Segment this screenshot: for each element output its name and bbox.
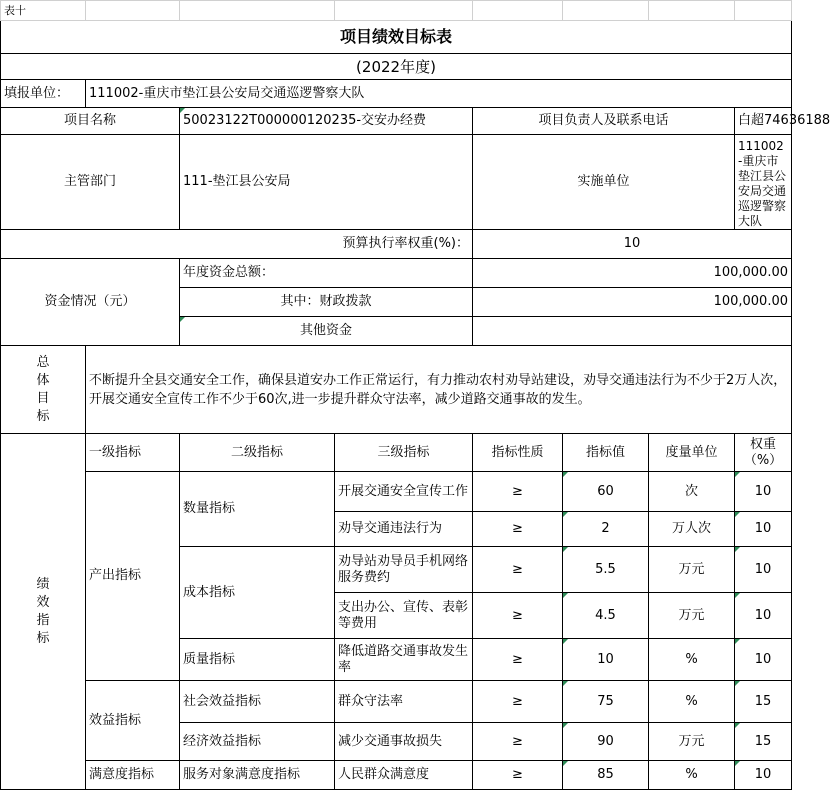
group-satisfaction[interactable]: 满意度指标 bbox=[86, 761, 180, 790]
header-level3[interactable]: 三级指标 bbox=[335, 434, 473, 472]
indicator-nature[interactable]: ≥ bbox=[473, 472, 563, 512]
header-level2[interactable]: 二级指标 bbox=[180, 434, 335, 472]
indicator-weight[interactable]: 10 bbox=[735, 761, 792, 790]
header-unit[interactable]: 度量单位 bbox=[649, 434, 735, 472]
unit-label[interactable]: 填报单位： bbox=[1, 80, 86, 108]
indicator-row bbox=[1, 761, 792, 790]
indicator-unit[interactable]: % bbox=[649, 681, 735, 723]
group-output[interactable]: 产出指标 bbox=[86, 472, 180, 681]
indicator-weight[interactable]: 10 bbox=[735, 639, 792, 681]
header-nature[interactable]: 指标性质 bbox=[473, 434, 563, 472]
unit-value[interactable]: 111002-重庆市垫江县公安局交通巡逻警察大队 bbox=[86, 80, 792, 108]
indicator-weight[interactable]: 15 bbox=[735, 681, 792, 723]
indicator-nature[interactable]: ≥ bbox=[473, 639, 563, 681]
page-title[interactable]: 项目绩效目标表 bbox=[1, 21, 792, 54]
indicator-name[interactable]: 开展交通安全宣传工作 bbox=[335, 472, 473, 512]
funds-total-value[interactable]: 100,000.00 bbox=[473, 259, 792, 288]
indicator-value[interactable]: 60 bbox=[563, 472, 649, 512]
grid-cell[interactable] bbox=[180, 1, 335, 21]
grid-cell[interactable] bbox=[86, 1, 180, 21]
indicator-nature[interactable]: ≥ bbox=[473, 512, 563, 547]
indicator-name[interactable]: 减少交通事故损失 bbox=[335, 723, 473, 761]
indicator-weight[interactable]: 10 bbox=[735, 547, 792, 593]
indicator-name[interactable]: 降低道路交通事故发生率 bbox=[335, 639, 473, 681]
sheet-top-row bbox=[1, 1, 792, 21]
indicator-weight[interactable]: 10 bbox=[735, 472, 792, 512]
group-benefit[interactable]: 效益指标 bbox=[86, 681, 180, 761]
indicator-header-row bbox=[1, 434, 792, 472]
indicator-value[interactable]: 5.5 bbox=[563, 547, 649, 593]
indicator-value[interactable]: 85 bbox=[563, 761, 649, 790]
grid-cell[interactable] bbox=[335, 1, 473, 21]
impl-value[interactable]: 111002-重庆市垫江县公安局交通巡逻警察大队 bbox=[735, 135, 792, 230]
funds-fiscal-value[interactable]: 100,000.00 bbox=[473, 288, 792, 317]
group-service[interactable]: 服务对象满意度指标 bbox=[180, 761, 335, 790]
corner-label[interactable]: 表十 bbox=[1, 1, 86, 21]
goal-text[interactable]: 不断提升全县交通安全工作，确保县道安办工作正常运行，有力推动农村劝导站建设，劝导交通违法行为不少于2万人次，开展交通安全宣传工作不少于60次,进一步提升群众守法率，减少道路交通事故的发生。 bbox=[86, 346, 792, 434]
header-level1[interactable]: 一级指标 bbox=[86, 434, 180, 472]
project-name-value[interactable]: 50023122T000000120235-交安办经费 bbox=[180, 108, 473, 135]
funds-other-label[interactable]: 其他资金 bbox=[180, 317, 473, 346]
year-label[interactable]: (2022年度) bbox=[1, 54, 792, 80]
header-value[interactable]: 指标值 bbox=[563, 434, 649, 472]
indicator-unit[interactable]: 万元 bbox=[649, 593, 735, 639]
indicator-unit[interactable]: % bbox=[649, 639, 735, 681]
indicator-value[interactable]: 90 bbox=[563, 723, 649, 761]
goal-label[interactable]: 总体目标 bbox=[1, 346, 86, 434]
budget-weight-value[interactable]: 10 bbox=[473, 230, 792, 259]
indicator-nature[interactable]: ≥ bbox=[473, 593, 563, 639]
header-weight[interactable]: 权重（%） bbox=[735, 434, 792, 472]
indicator-value[interactable]: 4.5 bbox=[563, 593, 649, 639]
indicator-value[interactable]: 75 bbox=[563, 681, 649, 723]
grid-cell[interactable] bbox=[735, 1, 792, 21]
contact-value[interactable]: 白超74636188 bbox=[735, 108, 792, 135]
indicator-row bbox=[1, 472, 792, 512]
indicator-name[interactable]: 劝导站劝导员手机网络服务费约 bbox=[335, 547, 473, 593]
group-quantity[interactable]: 数量指标 bbox=[180, 472, 335, 547]
indicator-weight[interactable]: 10 bbox=[735, 512, 792, 547]
indicator-name[interactable]: 人民群众满意度 bbox=[335, 761, 473, 790]
indicator-name[interactable]: 支出办公、宣传、表彰等费用 bbox=[335, 593, 473, 639]
indicator-value[interactable]: 10 bbox=[563, 639, 649, 681]
budget-weight-label[interactable]: 预算执行率权重(%)： bbox=[1, 230, 473, 259]
dept-label[interactable]: 主管部门 bbox=[1, 135, 180, 230]
group-social[interactable]: 社会效益指标 bbox=[180, 681, 335, 723]
indicator-nature[interactable]: ≥ bbox=[473, 681, 563, 723]
dept-value[interactable]: 111-垫江县公安局 bbox=[180, 135, 473, 230]
funds-total-label[interactable]: 年度资金总额： bbox=[180, 259, 473, 288]
grid-cell[interactable] bbox=[473, 1, 563, 21]
indicator-value[interactable]: 2 bbox=[563, 512, 649, 547]
contact-label[interactable]: 项目负责人及联系电话 bbox=[473, 108, 735, 135]
indicator-unit[interactable]: % bbox=[649, 761, 735, 790]
indicator-unit[interactable]: 次 bbox=[649, 472, 735, 512]
indicator-nature[interactable]: ≥ bbox=[473, 547, 563, 593]
funds-label[interactable]: 资金情况（元） bbox=[1, 259, 180, 346]
project-name-label[interactable]: 项目名称 bbox=[1, 108, 180, 135]
group-cost[interactable]: 成本指标 bbox=[180, 547, 335, 639]
indicators-label[interactable]: 绩效指标 bbox=[1, 434, 86, 790]
indicator-weight[interactable]: 15 bbox=[735, 723, 792, 761]
indicator-name[interactable]: 劝导交通违法行为 bbox=[335, 512, 473, 547]
group-quality[interactable]: 质量指标 bbox=[180, 639, 335, 681]
grid-cell[interactable] bbox=[649, 1, 735, 21]
indicator-nature[interactable]: ≥ bbox=[473, 761, 563, 790]
group-economic[interactable]: 经济效益指标 bbox=[180, 723, 335, 761]
indicator-weight[interactable]: 10 bbox=[735, 593, 792, 639]
indicator-nature[interactable]: ≥ bbox=[473, 723, 563, 761]
funds-fiscal-label[interactable]: 其中：财政拨款 bbox=[180, 288, 473, 317]
indicator-unit[interactable]: 万人次 bbox=[649, 512, 735, 547]
grid-cell[interactable] bbox=[563, 1, 649, 21]
indicator-unit[interactable]: 万元 bbox=[649, 547, 735, 593]
indicator-unit[interactable]: 万元 bbox=[649, 723, 735, 761]
funds-other-value[interactable] bbox=[473, 317, 792, 346]
impl-label[interactable]: 实施单位 bbox=[473, 135, 735, 230]
indicator-row bbox=[1, 681, 792, 723]
indicator-name[interactable]: 群众守法率 bbox=[335, 681, 473, 723]
